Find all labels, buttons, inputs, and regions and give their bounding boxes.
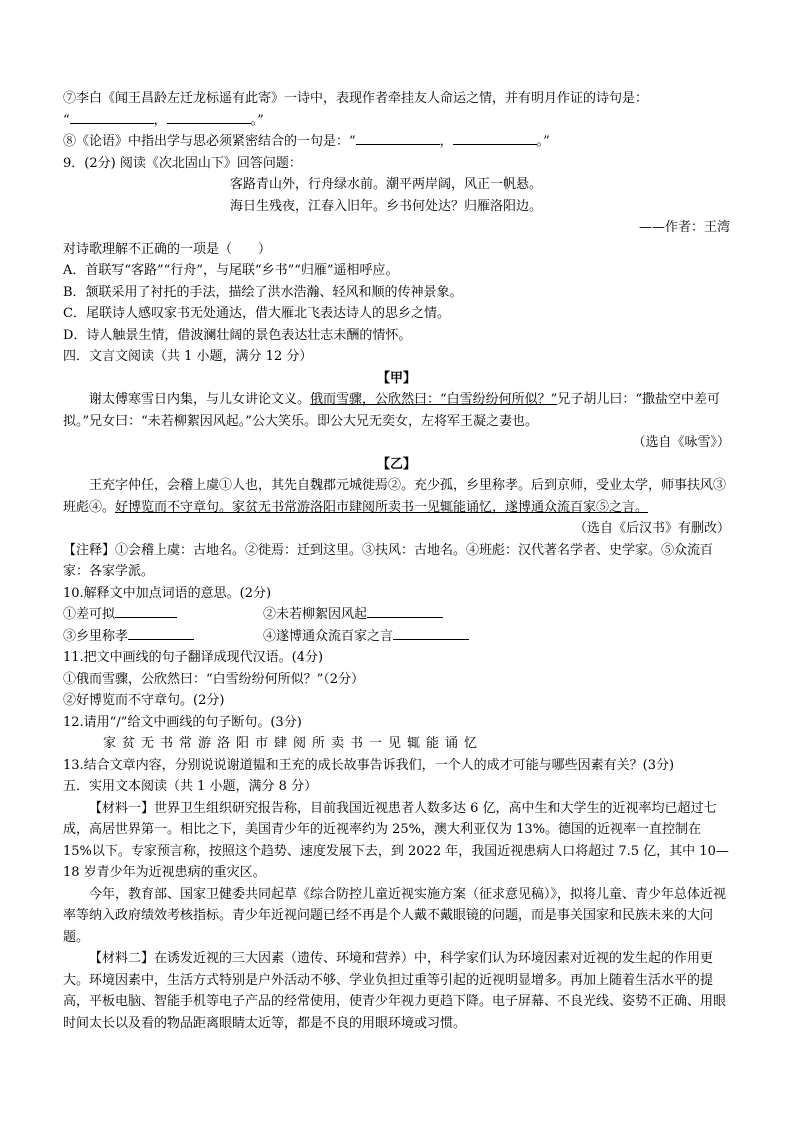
- q10-row: ①差可拟 ②未若柳絮因风起: [63, 604, 730, 626]
- document-page: [63, 88, 730, 1034]
- underlined-sentence-2: 。家贫无书常游洛阳市肆阅所卖书一见辄能诵忆，遂博通众流百家⑤之言。: [219, 499, 649, 515]
- q11-item: ②好博览而不守章句。(2分): [63, 693, 225, 708]
- underlined-sentence: 俄而雪骤，公欣然曰：“白雪纷纷何所似？”: [310, 392, 558, 407]
- answer-blank[interactable]: [167, 111, 251, 124]
- q10-row: ③乡里称孝 ④遂博通众流百家之言: [63, 626, 730, 648]
- q11-item: ①俄而雪骤，公欣然曰：“白雪纷纷何所似？”（2分）: [63, 671, 365, 687]
- option-c: C．尾联诗人感叹家书无处通达，借大雁北飞表达诗人的思乡之情。: [63, 306, 450, 321]
- option-d: D．诗人触景生情，借波澜壮阔的景色表达壮志未酬的情怀。: [63, 327, 412, 343]
- poem-author: ——作者：王湾: [638, 220, 730, 235]
- yi-passage: 王充字仲任，会稽上虞①人也，其先自魏郡元城徙焉②。充少孤，乡里称孝。后到京师，受业太学，师事扶风③班彪④。好博览而不守章句。家贫无书常游洛阳市肆阅所卖书一见辄能诵忆，遂博通众流百家⑤之言。: [63, 478, 727, 515]
- option-a: A．首联写“客路”“行舟”，与尾联“乡书”“归雁”遥相呼应。: [63, 263, 399, 278]
- answer-blank[interactable]: [128, 627, 194, 640]
- q10-title: 10.解释文中加点词语的意思。(2分): [63, 585, 272, 601]
- material-2: 【材料二】在诱发近视的三大因素（遗传、环境和营养）中，科学家们认为环境因素对近视的发生起的作用更大。环境因素中，生活方式特别是户外活动不够、学业负担过重等引起的近视明显增多。再加上随着生活水平的提高，平板电脑、智能手机等电子产品的经常使用，使青少年视力更趋下降。电子屏幕、不良光线、姿势不正确、用眼时间太长以及看的物品距离眼睛太近等，都是不良的用眼环境或习惯。: [63, 951, 727, 1031]
- q12-text: 家贫无书常游洛阳市肆阅所卖书一见辄能诵忆: [103, 736, 484, 751]
- jia-label: 【甲】: [376, 370, 416, 386]
- jia-passage: 谢太傅寒雪日内集，与儿女讲论文义。俄而雪骤，公欣然曰：“白雪纷纷何所似？”兄子胡儿曰：“撒盐空中差可拟。”兄女曰：“未若柳絮因风起。”公大笑乐。即公大兄无奕女，左将军王凝之妻也。: [63, 392, 720, 429]
- answer-blank[interactable]: [115, 605, 177, 618]
- jia-source: （选自《咏雪》）: [632, 435, 730, 450]
- material-1: 【材料一】世界卫生组织研究报告称，目前我国近视患者人数多达 6 亿，高中生和大学生的近视率均已超过七成，高居世界第一。相比之下，美国青少年的近视率约为 25%，澳大利亚仅为 13%。德国的近视率一直控制在 15%以下。专家预言称，按照这个趋势、速度发展下去，到 2022 年，我国近视患病人口将超过 7.5 亿，其中 10—18 岁青少年为近视患病的重灾区。: [63, 800, 729, 880]
- option-b: B．颔联采用了衬托的手法，描绘了洪水浩瀚、轻风和顺的传神景象。: [63, 284, 463, 300]
- annotation-note: 【注释】①会稽上虞：古地名。②徙焉：迁到这里。③扶风：古地名。④班彪：汉代著名学者、史学家。⑤众流百家：各家学派。: [63, 542, 714, 579]
- q11-title: 11.把文中画线的句子翻译成现代汉语。(4分): [63, 650, 324, 665]
- q13-text: 13.结合文章内容，分别说说谢道韫和王充的成长故事告诉我们，一个人的成才可能与哪些因素有关？(3分): [63, 757, 675, 773]
- q9-title: 9．(2分) 阅读《次北固山下》回答问题：: [63, 155, 302, 171]
- material-1-continued: 今年，教育部、国家卫健委共同起草《综合防控儿童近视实施方案（征求意见稿）》，拟将儿童、青少年总体近视率等纳入政府绩效考核指标。青少年近视问题已经不再是个人戴不戴眼镜的问题，而是事关国家和民族未来的大问题。: [63, 886, 727, 945]
- yi-label: 【乙】: [376, 456, 416, 472]
- q8-text: ⑧《论语》中指出学与思必须紧密结合的一句是：“ ， 。”: [63, 134, 550, 149]
- poem-line: 海日生残夜，江春入旧年。乡书何处达？归雁洛阳边。: [230, 198, 543, 214]
- answer-blank[interactable]: [356, 132, 440, 145]
- answer-blank[interactable]: [453, 132, 537, 145]
- answer-blank[interactable]: [367, 605, 443, 618]
- q7-answer-line: “ ， 。”: [63, 112, 264, 128]
- q7-text: ⑦李白《闻王昌龄左迁龙标遥有此寄》一诗中，表现作者牵挂友人命运之情，并有明月作证的诗句是：: [63, 91, 649, 106]
- section5-title: 五．实用文本阅读（共 1 小题，满分 8 分）: [63, 779, 318, 794]
- q12-title: 12.请用“/”给文中画线的句子断句。(3分): [63, 714, 302, 730]
- poem-line: 客路青山外，行舟绿水前。潮平两岸阔，风正一帆悬。: [230, 177, 543, 192]
- section4-title: 四．文言文阅读（共 1 小题，满分 12 分）: [63, 349, 313, 364]
- underlined-sentence: 好博览而不守章句: [115, 499, 220, 515]
- answer-blank[interactable]: [70, 111, 154, 124]
- yi-source: （选自《后汉书》有删改）: [573, 521, 730, 536]
- q9-stem: 对诗歌理解不正确的一项是（ ）: [63, 241, 272, 257]
- answer-blank[interactable]: [393, 627, 469, 640]
